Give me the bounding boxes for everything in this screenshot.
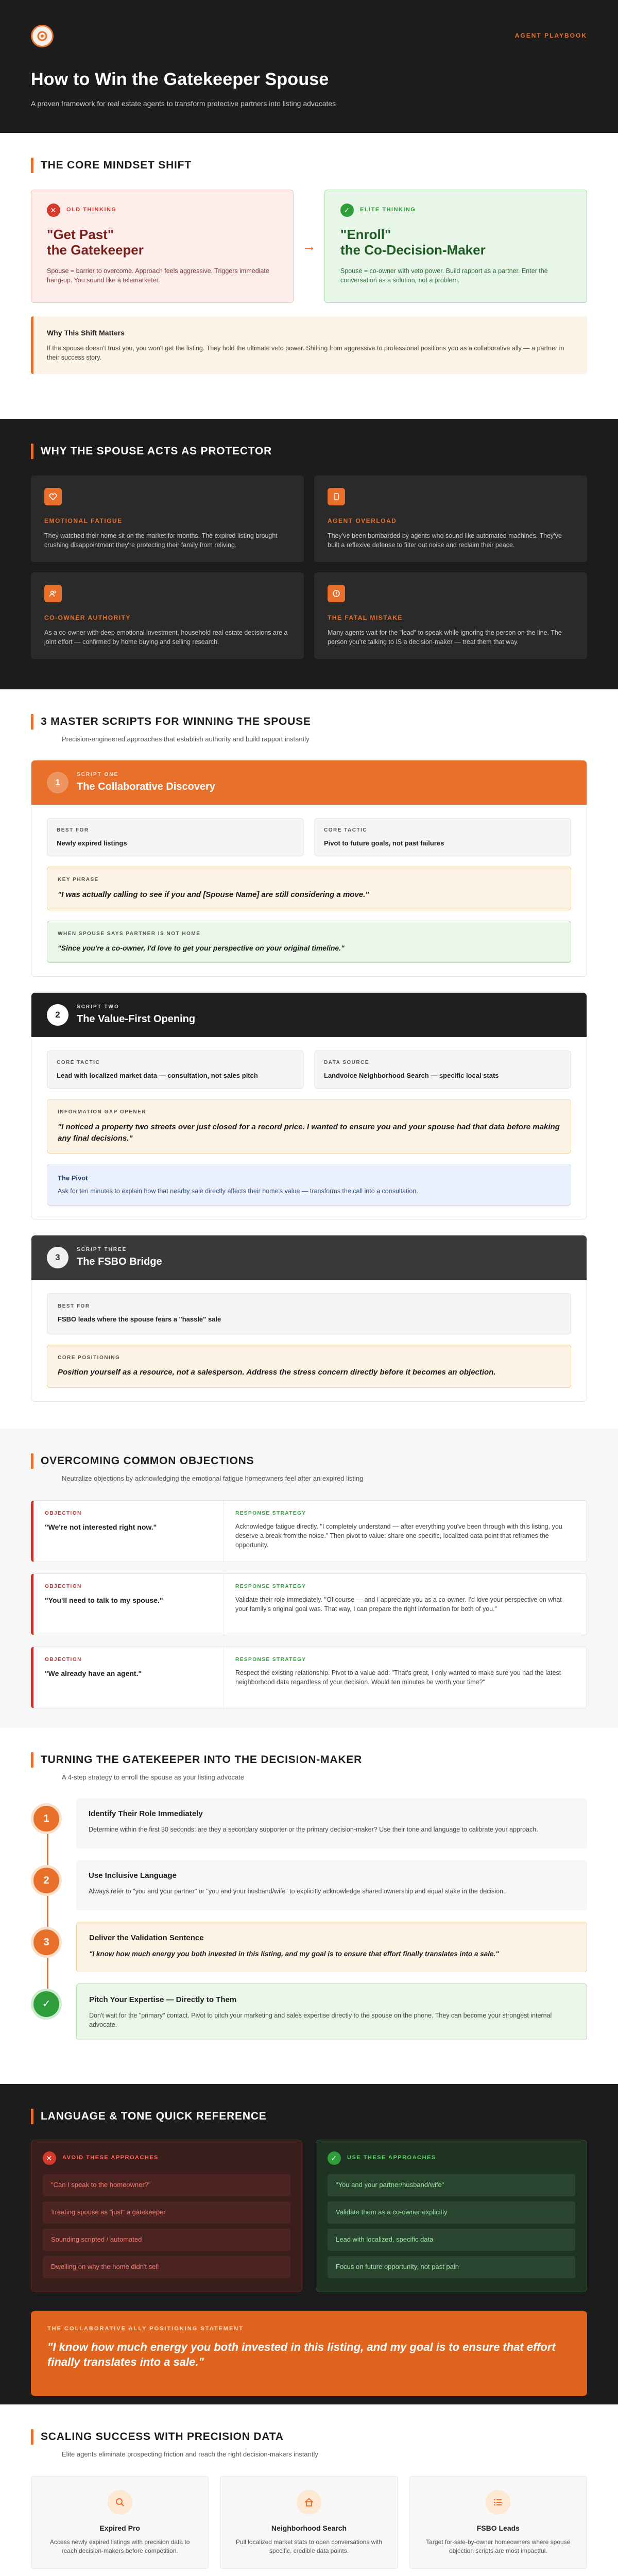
use-item: Focus on future opportunity, not past pain xyxy=(328,2256,575,2278)
accent-bar xyxy=(31,714,33,730)
objection-row xyxy=(31,1500,587,1562)
accent-bar xyxy=(31,2429,33,2445)
protector-card xyxy=(31,572,304,659)
avoid-item: Dwelling on why the home didn't sell xyxy=(43,2256,290,2278)
partner-absent-label: WHEN SPOUSE SAYS PARTNER IS NOT HOME xyxy=(58,930,201,937)
avoid-item: Treating spouse as "just" a gatekeeper xyxy=(43,2201,290,2224)
response-label: RESPONSE STRATEGY xyxy=(235,1657,306,1663)
script-two-card xyxy=(31,992,587,1219)
steps-section xyxy=(0,1727,618,2084)
protector-card-desc: They watched their home sit on the market for months. The expired listing brought crushing disappointment they're protecting their family from reliving. xyxy=(44,532,278,549)
tone-heading: LANGUAGE & TONE QUICK REFERENCE xyxy=(41,2110,267,2122)
step-title: Identify Their Role Immediately xyxy=(89,1809,203,1819)
use-item: Validate them as a co-owner explicitly xyxy=(328,2201,575,2224)
data-source-label: DATA SOURCE xyxy=(324,1060,369,1066)
objection-label: OBJECTION xyxy=(45,1584,82,1590)
positioning-statement-box xyxy=(31,2311,587,2396)
accent-bar xyxy=(31,1752,33,1768)
arrow-right-icon: → xyxy=(302,238,316,255)
script-number: 3 xyxy=(47,1247,68,1268)
objection-quote: "We're not interested right now." xyxy=(45,1522,157,1531)
old-title-line1: "Get Past" xyxy=(47,227,114,243)
step-item xyxy=(31,1798,587,1849)
protector-card-title: AGENT OVERLOAD xyxy=(328,517,397,525)
script-one-card xyxy=(31,760,587,977)
use-item: Lead with localized, specific data xyxy=(328,2229,575,2251)
accent-bar xyxy=(31,1453,33,1469)
old-title-line2: the Gatekeeper xyxy=(47,242,144,258)
protector-heading: WHY THE SPOUSE ACTS AS PROTECTOR xyxy=(41,445,272,457)
response-text: Respect the existing relationship. Pivot to a value add: "That's great, I only wanted to make sure you had the latest neighborhood data regardless of your decision. Would ten minutes be worth your time?" xyxy=(235,1669,561,1686)
partner-absent-callout xyxy=(47,921,571,963)
hero-tag: AGENT PLAYBOOK xyxy=(514,32,587,40)
objections-section xyxy=(0,1429,618,1727)
tool-title: Expired Pro xyxy=(99,2524,140,2533)
use-label: USE THESE APPROACHES xyxy=(347,2155,436,2161)
protector-card xyxy=(31,476,304,562)
steps-heading: TURNING THE GATEKEEPER INTO THE DECISION-MAKER xyxy=(41,1754,363,1766)
check-icon: ✓ xyxy=(340,204,354,217)
why-shift-matters-box xyxy=(31,316,587,374)
objection-label: OBJECTION xyxy=(45,1657,82,1663)
core-positioning-callout xyxy=(47,1345,571,1388)
response-label: RESPONSE STRATEGY xyxy=(235,1584,306,1590)
step-desc: Don't wait for the "primary" contact. Pivot to pitch your marketing and sales expertise directly to the spouse on the phone. They can become your strongest internal advocate. xyxy=(89,2012,552,2029)
page-title: How to Win the Gatekeeper Spouse xyxy=(31,70,329,89)
script-three-card xyxy=(31,1235,587,1402)
core-tactic-label: CORE TACTIC xyxy=(57,1060,100,1066)
tool-title: FSBO Leads xyxy=(476,2524,520,2533)
core-positioning-label: CORE POSITIONING xyxy=(58,1354,121,1361)
scripts-section xyxy=(0,689,618,1429)
tone-section xyxy=(0,2084,618,2404)
page-subtitle: A proven framework for real estate agents to transform protective partners into listing advocates xyxy=(31,99,336,108)
tool-desc: Access newly expired listings with precision data to reach decision-makers before competition. xyxy=(49,2538,190,2554)
objection-quote: "You'll need to talk to my spouse." xyxy=(45,1596,163,1604)
old-thinking-label: OLD THINKING xyxy=(66,207,117,213)
why-text: If the spouse doesn't trust you, you won't get the listing. They hold the ultimate veto power. Shifting from aggressive to professional positions you as a collaborative ally — a partner in their success story. xyxy=(47,344,564,361)
core-tactic-box xyxy=(314,818,571,856)
x-icon: ✕ xyxy=(47,204,60,217)
script-number: 2 xyxy=(47,1004,68,1026)
script-title: The FSBO Bridge xyxy=(77,1256,162,1268)
check-icon: ✓ xyxy=(328,2151,341,2165)
tool-card xyxy=(31,2476,209,2569)
script-label: SCRIPT THREE xyxy=(77,1246,127,1252)
objection-row xyxy=(31,1647,587,1708)
steps-subtitle: A 4-step strategy to enroll the spouse as your listing advocate xyxy=(62,1773,245,1782)
tool-card xyxy=(409,2476,587,2569)
response-text: Acknowledge fatigue directly. "I completely understand — after everything you've been through with this listing, you deserve a break from the noise." Then pivot to value: share one specific, localized data point that reframes the opportunity. xyxy=(235,1522,562,1549)
users-icon xyxy=(44,585,62,602)
script-label: SCRIPT ONE xyxy=(77,771,119,777)
step-title: Use Inclusive Language xyxy=(89,1871,177,1880)
scripts-subtitle: Precision-engineered approaches that establish authority and build rapport instantly xyxy=(62,735,310,743)
list-icon xyxy=(486,2490,510,2515)
partner-absent-quote: "Since you're a co-owner, I'd love to get your perspective on your original timeline." xyxy=(58,944,345,953)
data-source-value: Landvoice Neighborhood Search — specific local stats xyxy=(324,1071,499,1079)
best-for-value: FSBO leads where the spouse fears a "hassle" sale xyxy=(58,1315,221,1323)
why-title: Why This Shift Matters xyxy=(47,329,125,337)
objection-label: OBJECTION xyxy=(45,1511,82,1517)
elite-thinking-card xyxy=(324,190,587,303)
data-section xyxy=(0,2404,618,2576)
avoid-item: "Can I speak to the homeowner?" xyxy=(43,2174,290,2196)
protector-card-desc: Many agents wait for the "lead" to speak while ignoring the person on the line. The person you're talking to IS a decision-maker — treat them that way. xyxy=(328,629,562,646)
script-number: 1 xyxy=(47,772,68,793)
step-number: 3 xyxy=(31,1927,62,1958)
protector-section xyxy=(0,419,618,689)
old-thinking-desc: Spouse = barrier to overcome. Approach feels aggressive. Triggers immediate hang-up. You sound like a telemarketer. xyxy=(47,267,269,284)
accent-bar xyxy=(31,444,33,459)
new-title-line2: the Co-Decision-Maker xyxy=(340,242,486,258)
heart-icon xyxy=(44,488,62,505)
info-gap-label: INFORMATION GAP OPENER xyxy=(58,1109,147,1115)
script-title: The Value-First Opening xyxy=(77,1013,196,1025)
positioning-label: THE COLLABORATIVE ALLY POSITIONING STATEMENT xyxy=(47,2325,244,2332)
core-tactic-value: Pivot to future goals, not past failures xyxy=(324,839,444,847)
step-item xyxy=(31,1922,587,1972)
search-icon xyxy=(108,2490,132,2515)
objection-quote: "We already have an agent." xyxy=(45,1669,142,1677)
step-number: 2 xyxy=(31,1865,62,1896)
avoid-column xyxy=(31,2140,302,2292)
tool-desc: Pull localized market stats to open conversations with specific, credible data points. xyxy=(235,2538,383,2554)
avoid-label: AVOID THESE APPROACHES xyxy=(62,2155,159,2161)
core-tactic-label: CORE TACTIC xyxy=(324,827,368,834)
script-label: SCRIPT TWO xyxy=(77,1004,119,1010)
step-number: 1 xyxy=(31,1803,62,1834)
step-title: Pitch Your Expertise — Directly to Them xyxy=(89,1995,237,2005)
accent-bar xyxy=(31,2109,33,2124)
tool-title: Neighborhood Search xyxy=(271,2524,347,2533)
best-for-label: BEST FOR xyxy=(58,1303,90,1310)
old-thinking-card xyxy=(31,190,294,303)
accent-bar xyxy=(31,158,33,173)
pivot-callout xyxy=(47,1164,571,1206)
response-label: RESPONSE STRATEGY xyxy=(235,1511,306,1517)
core-positioning-quote: Position yourself as a resource, not a salesperson. Address the stress concern directly before it becomes an objection. xyxy=(58,1368,496,1377)
response-text: Validate their role immediately. "Of course — and I appreciate you as a co-owner. I'd love your perspective on what your family's original goal was. That way, I can prepare the right information for both of you." xyxy=(235,1596,562,1613)
warning-icon xyxy=(328,585,345,602)
key-phrase-label: KEY PHRASE xyxy=(58,877,99,883)
step-desc: Always refer to "you and your partner" or "you and your husband/wife" to explicitly acknowledge shared ownership and equal stake in the decision. xyxy=(89,1888,505,1895)
pivot-desc: Ask for ten minutes to explain how that nearby sale directly affects their home's value — transforms the call into a consultation. xyxy=(58,1188,418,1195)
protector-card xyxy=(314,476,587,562)
check-icon: ✓ xyxy=(31,1989,62,2020)
use-item: "You and your partner/husband/wife" xyxy=(328,2174,575,2196)
protector-card-desc: They've been bombarded by agents who sound like automated machines. They've built a reflexive defense to filter out noise and reclaim their peace. xyxy=(328,532,562,549)
core-tactic-box xyxy=(47,1050,304,1089)
mindset-section xyxy=(0,133,618,419)
best-for-box xyxy=(47,818,304,856)
hero-header xyxy=(0,0,618,133)
data-heading: SCALING SUCCESS WITH PRECISION DATA xyxy=(41,2431,284,2443)
tool-card xyxy=(220,2476,398,2569)
new-title-line1: "Enroll" xyxy=(340,227,391,243)
data-source-box xyxy=(314,1050,571,1089)
tool-desc: Target for-sale-by-owner homeowners where spouse objection scripts are most impactful. xyxy=(426,2538,571,2554)
best-for-value: Newly expired listings xyxy=(57,839,127,847)
core-tactic-value: Lead with localized market data — consultation, not sales pitch xyxy=(57,1071,258,1079)
x-icon: ✕ xyxy=(43,2151,56,2165)
info-gap-callout xyxy=(47,1099,571,1154)
protector-card-title: EMOTIONAL FATIGUE xyxy=(44,517,123,525)
home-icon xyxy=(297,2490,321,2515)
objection-row xyxy=(31,1573,587,1635)
elite-thinking-desc: Spouse = co-owner with veto power. Build rapport as a partner. Enter the conversation as a solution, not a problem. xyxy=(340,267,548,284)
step-desc: "I know how much energy you both invested in this listing, and my goal is to ensure that effort finally translates into a sale." xyxy=(89,1950,499,1958)
elite-thinking-label: ELITE THINKING xyxy=(360,207,416,213)
info-gap-quote: "I noticed a property two streets over just closed for a record price. I wanted to ensure you and your spouse had that data before making any final decisions." xyxy=(58,1122,560,1143)
protector-card xyxy=(314,572,587,659)
key-phrase-quote: "I was actually calling to see if you and [Spouse Name] are still considering a move." xyxy=(58,890,369,899)
phone-icon xyxy=(328,488,345,505)
protector-card-desc: As a co-owner with deep emotional investment, household real estate decisions are a joint effort — confirmed by home buying and selling research. xyxy=(44,629,288,646)
scripts-heading: 3 MASTER SCRIPTS FOR WINNING THE SPOUSE xyxy=(41,716,311,727)
brand-logo-icon xyxy=(31,25,54,47)
objections-subtitle: Neutralize objections by acknowledging the emotional fatigue homeowners feel after an expired listing xyxy=(62,1475,364,1483)
pivot-title: The Pivot xyxy=(58,1174,88,1182)
avoid-item: Sounding scripted / automated xyxy=(43,2229,290,2251)
use-column xyxy=(316,2140,587,2292)
mindset-heading: THE CORE MINDSET SHIFT xyxy=(41,159,192,171)
objections-heading: OVERCOMING COMMON OBJECTIONS xyxy=(41,1455,254,1467)
best-for-box xyxy=(47,1293,571,1334)
script-title: The Collaborative Discovery xyxy=(77,781,215,793)
step-title: Deliver the Validation Sentence xyxy=(89,1934,204,1943)
best-for-label: BEST FOR xyxy=(57,827,89,834)
step-item xyxy=(31,1860,587,1910)
key-phrase-callout xyxy=(47,867,571,910)
step-item xyxy=(31,1984,587,2040)
data-subtitle: Elite agents eliminate prospecting friction and reach the right decision-makers instantly xyxy=(62,2450,318,2459)
protector-card-title: THE FATAL MISTAKE xyxy=(328,614,403,622)
step-desc: Determine within the first 30 seconds: are they a secondary supporter or the primary decision-maker? Use their tone and language to calibrate your approach. xyxy=(89,1826,538,1834)
positioning-quote: "I know how much energy you both invested in this listing, and my goal is to ensure that effort finally translates into a sale." xyxy=(47,2340,556,2369)
protector-card-title: CO-OWNER AUTHORITY xyxy=(44,614,131,622)
